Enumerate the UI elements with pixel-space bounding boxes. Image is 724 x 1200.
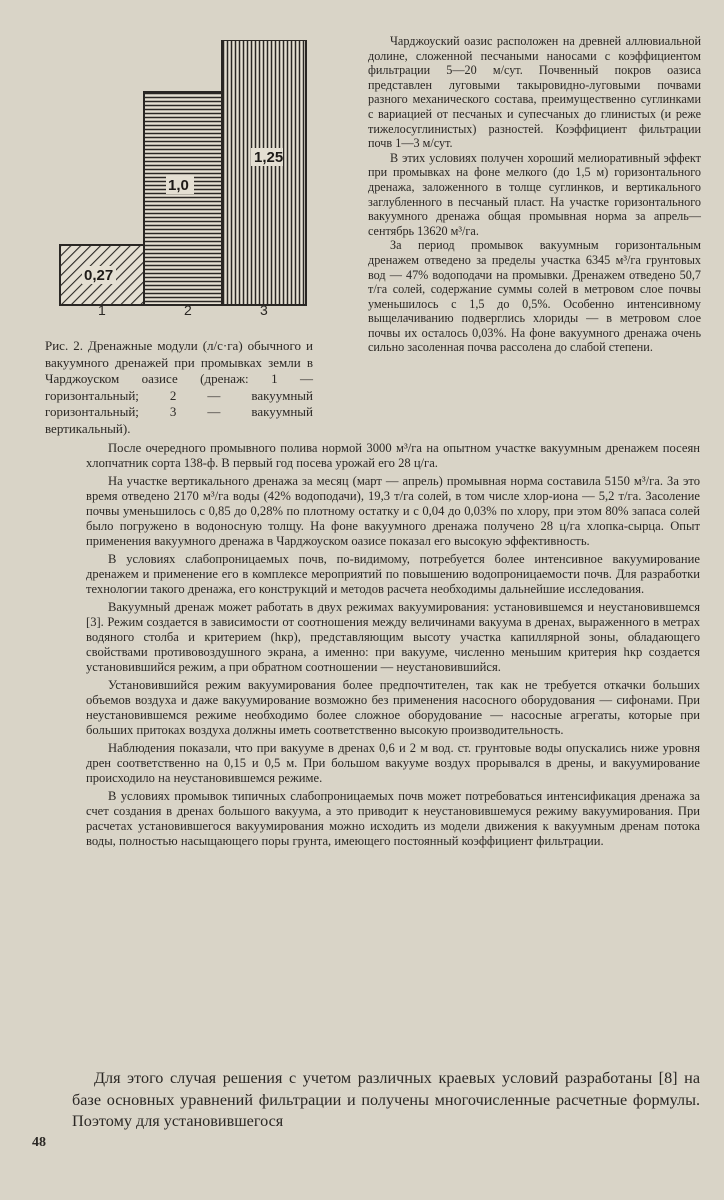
- body-paragraph-7: В условиях промывок типичных слабопроницаемых почв может потребоваться интенсификация дренажа за счет создания в дренах большого вакуума, а это приводит к неустановившемуся режиму вакуумирования. При расчетах установившегося вакуумирования можно исходить из модели движения к вакуумным дренам потока воды, полностью насыщающего поры грунта, имеющего постоянный коэффициент фильтрации.: [86, 789, 700, 848]
- body-paragraph-3: В условиях слабопроницаемых почв, по-видимому, потребуется более интенсивное вакуумирование дренажем и применение его в комплексе мероприятий по повышению водопроницаемости почв. Для разработки технологии такого дренажа, его конструкций и методов расчета необходимы дальнейшие исследования.: [86, 552, 700, 596]
- right-paragraph-3: За период промывок вакуумным горизонтальным дренажем отведено за пределы участка 6345 м³/га грунтовых вод — 47% водоподачи на промывки. Дренажем отведено 50,7 т/га солей, содержание суммы солей в метровом слое почвы уменьшилось с 1,5 до 0,5%. Особенно интенсивному выщелачиванию подверглись хлориды — в метровом слое почвы их осталось 0,03%. На фоне вакуумного дренажа очень сильно засоленная почва рассолена до слабой степени.: [368, 238, 701, 355]
- main-body: [86, 441, 700, 849]
- drainage-modules-figure: [58, 40, 308, 318]
- right-column: [368, 34, 701, 355]
- body-paragraph-4: Вакуумный дренаж может работать в двух режимах вакуумирования: установившемся и неустановившемся [3]. Режим создается в зависимости от соотношения между величинами вакуума в дренах, выраженного в метрах водяного столба и критерием (hкр), представляющим высоту участка капиллярной зоны, обладающего свойствами противовоздушного экрана, а именно: при вакууме, численно меньшим критерия hкр создается установившийся режим, а при обратном соотношении — неустановившийся.: [86, 600, 700, 674]
- body-paragraph-1: После очередного промывного полива нормой 3000 м³/га на опытном участке вакуумным дренажем посеян хлопчатник сорта 138-ф. В первый год посева урожай его 28 ц/га.: [86, 441, 700, 470]
- bar-chart: [58, 40, 308, 315]
- axis-label-3: 3: [260, 302, 268, 318]
- bar-2-label: 1,0: [168, 177, 189, 194]
- right-paragraph-2: В этих условиях получен хороший мелиоративный эффект при промывках на фоне мелкого (до 1,5 м) горизонтального дренажа, заложенного в толще суглинков, и вертикального заглубленного в песчаный пласт. На участке горизонтального вакуумного дренажа общая промывная норма за апрель—сентябрь 13620 м³/га.: [368, 150, 701, 238]
- page-number: 48: [32, 1135, 46, 1150]
- bar-3: [222, 40, 306, 305]
- bar-3-label: 1,25: [254, 149, 284, 166]
- body-paragraph-6: Наблюдения показали, что при вакууме в дренах 0,6 и 2 м вод. ст. грунтовые воды опускались ниже уровня дрен соответственно на 0,15 и 0,5 м. При большом вакууме воздух прорывался в дрены, и вакуумирование происходило на неустановившемся режиме.: [86, 741, 700, 785]
- large-paragraph: Для этого случая решения с учетом различных краевых условий разработаны [8] на базе основных уравнений фильтрации и получены многочисленные расчетные формулы. Поэтому для установившегося: [72, 1069, 700, 1130]
- large-print-paragraph: [72, 1068, 700, 1133]
- body-paragraph-2: На участке вертикального дренажа за месяц (март — апрель) промывная норма составила 5150 м³/га. За это время отведено 2170 м³/га воды (42% водоподачи), 19,3 т/га солей, в том числе хлор-иона — 5,2 т/га. Засоление почвы уменьшилось с 0,85 до 0,28% по плотному остатку и с 0,04 до 0,03% по хлору, при этом 80% запаса солей было погружено в водоносную толщу. На фоне вакуумного дренажа получено 28 ц/га хлопка-сырца. Опыт применения вакуумного дренажа в Чарджоуском оазисе показал его высокую эффективность.: [86, 474, 700, 548]
- bar-1-label: 0,27: [84, 267, 114, 284]
- axis-label-2: 2: [184, 302, 192, 318]
- figure-caption: Рис. 2. Дренажные модули (л/с·га) обычного и вакуумного дренажей при промывках земли в Чарджоуском оазисе (дренаж: 1 — горизонтальный; 2 — вакуумный горизонтальный; 3 — вакуумный вертикальный).: [45, 338, 313, 436]
- bar-2: [144, 92, 222, 305]
- right-paragraph-1: Чарджоуский оазис расположен на древней аллювиальной долине, сложенной песчаными наносами с коэффициентом фильтрации 5—20 м/сут. Почвенный покров оазиса представлен луговыми такыровидно-луговыми почвами разного механического состава, преимущественно суглинками с вариацией от песчаных и супесчаных до глинистых (и реже тижелосуглинистых) разностей. Коэффициент фильтрации почв 1—3 м/сут.: [368, 34, 701, 151]
- body-paragraph-5: Установившийся режим вакуумирования более предпочтителен, так как не требуется откачки больших объемов воздуха и даже вакуумирование возможно без применения насосного оборудования — сифонами. При неустановившемся режиме необходимо более сложное оборудование — насосные агрегаты, которые при больших притоках воздуха должны иметь соответственно высокую производительность.: [86, 678, 700, 737]
- axis-label-1: 1: [98, 302, 106, 318]
